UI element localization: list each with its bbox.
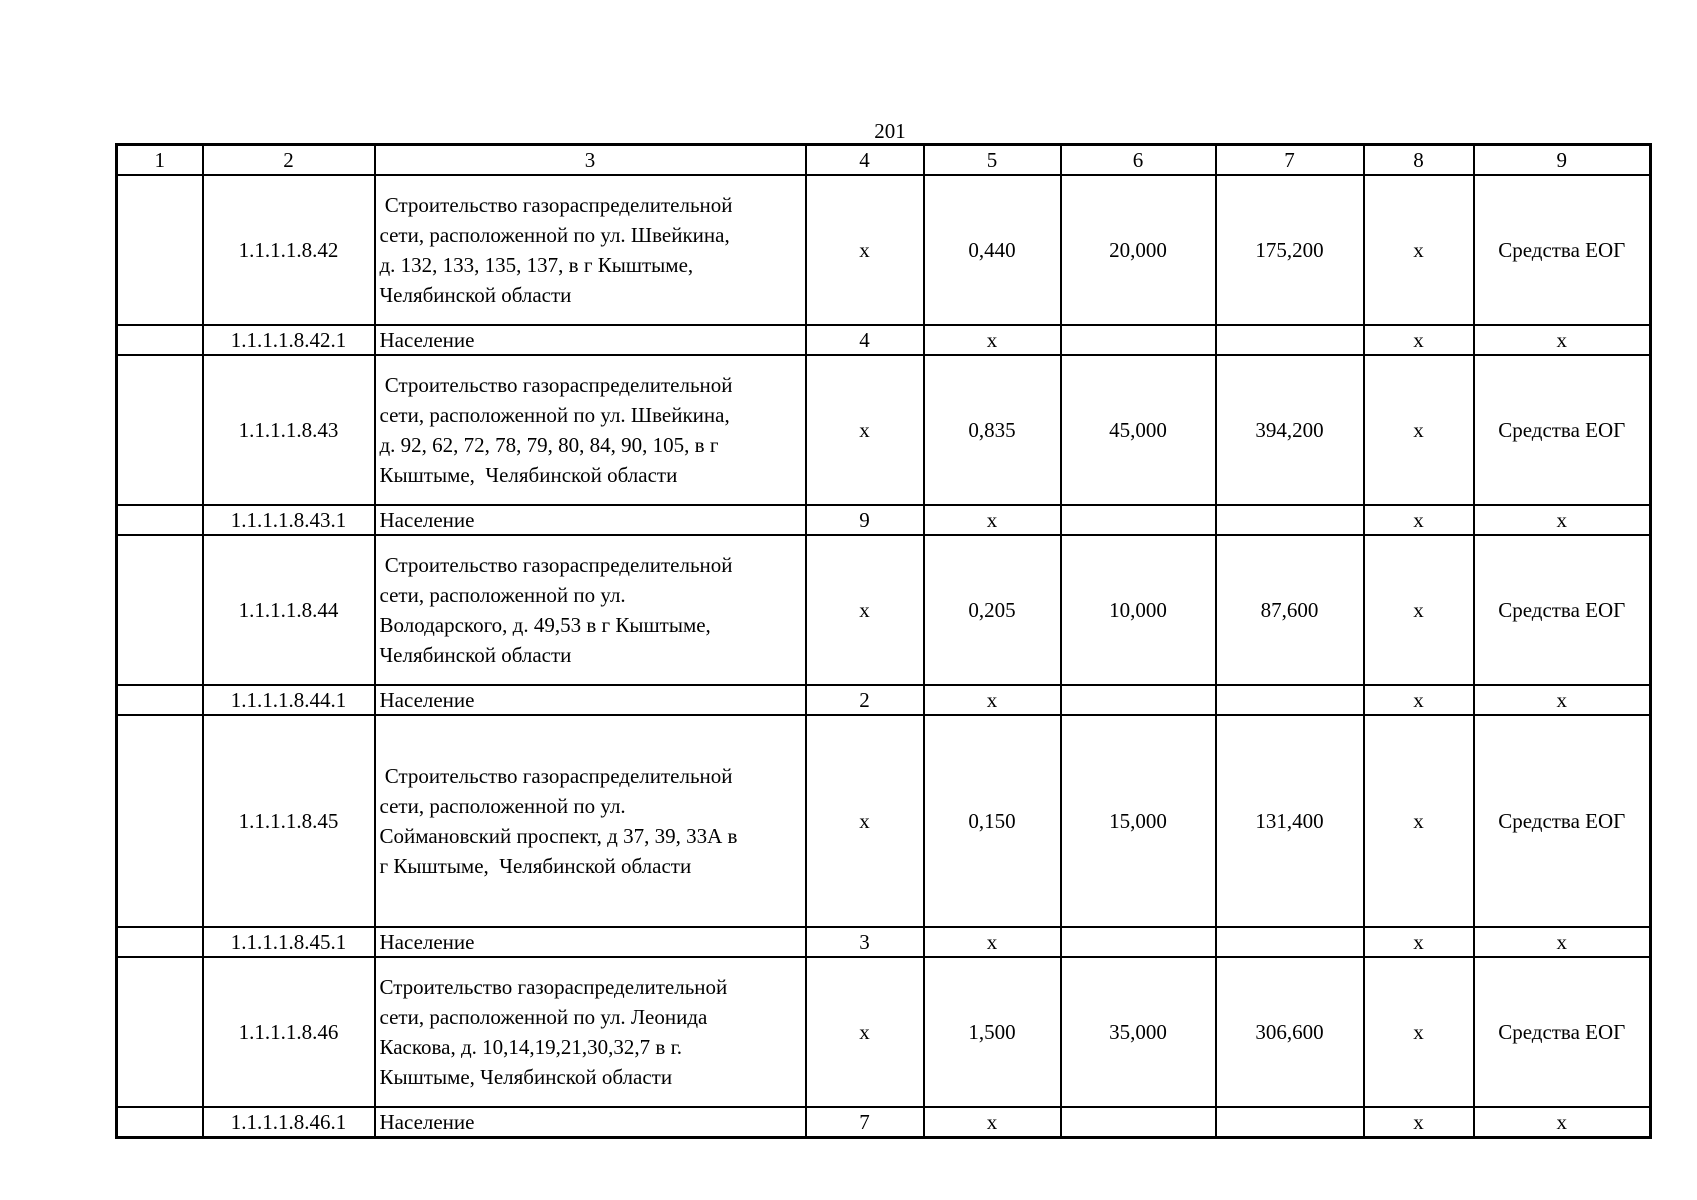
table-row — [117, 355, 1651, 505]
col8-cell: х — [1364, 715, 1474, 927]
col4-cell: 2 — [806, 685, 924, 715]
index-cell — [117, 175, 203, 325]
code-cell: 1.1.1.1.8.44.1 — [203, 685, 375, 715]
table-row — [117, 957, 1651, 1107]
table-row — [117, 175, 1651, 325]
funding-source-cell: х — [1474, 325, 1651, 355]
code-cell: 1.1.1.1.8.46 — [203, 957, 375, 1107]
col5-cell: х — [924, 685, 1061, 715]
col5-cell: х — [924, 1107, 1061, 1138]
index-cell — [117, 927, 203, 957]
header-cell: 8 — [1364, 145, 1474, 176]
code-cell: 1.1.1.1.8.46.1 — [203, 1107, 375, 1138]
sub-row — [117, 505, 1651, 535]
description-cell: Строительство газораспределительной сети, расположенной по ул. Швейкина, д. 92, 62, 72, 78, 79, 80, 84, 90, 105, в г Кыштыме, Челябинской области — [375, 355, 806, 505]
code-cell: 1.1.1.1.8.42 — [203, 175, 375, 325]
code-cell: 1.1.1.1.8.44 — [203, 535, 375, 685]
sub-row — [117, 927, 1651, 957]
col7-cell: 394,200 — [1216, 355, 1364, 505]
header-cell: 9 — [1474, 145, 1651, 176]
index-cell — [117, 1107, 203, 1138]
col8-cell: х — [1364, 505, 1474, 535]
col7-cell — [1216, 325, 1364, 355]
header-cell: 1 — [117, 145, 203, 176]
col6-cell — [1061, 505, 1216, 535]
col5-cell: 0,205 — [924, 535, 1061, 685]
description-cell: Строительство газораспределительной сети, расположенной по ул. Соймановский проспект, д 37, 39, 33А в г Кыштыме, Челябинской области — [375, 715, 806, 927]
col6-cell: 20,000 — [1061, 175, 1216, 325]
code-cell: 1.1.1.1.8.45.1 — [203, 927, 375, 957]
funding-source-cell: х — [1474, 927, 1651, 957]
col4-cell: х — [806, 355, 924, 505]
header-cell: 6 — [1061, 145, 1216, 176]
description-cell: Строительство газораспределительной сети, расположенной по ул. Володарского, д. 49,53 в г Кыштыме, Челябинской области — [375, 535, 806, 685]
col7-cell — [1216, 685, 1364, 715]
code-cell: 1.1.1.1.8.45 — [203, 715, 375, 927]
index-cell — [117, 715, 203, 927]
col8-cell: х — [1364, 325, 1474, 355]
col8-cell: х — [1364, 175, 1474, 325]
col8-cell: х — [1364, 535, 1474, 685]
header-cell: 3 — [375, 145, 806, 176]
col5-cell: х — [924, 927, 1061, 957]
col5-cell: 0,150 — [924, 715, 1061, 927]
col6-cell — [1061, 927, 1216, 957]
sub-row — [117, 325, 1651, 355]
col6-cell — [1061, 325, 1216, 355]
funding-source-cell: Средства ЕОГ — [1474, 355, 1651, 505]
description-cell: Население — [375, 325, 806, 355]
col8-cell: х — [1364, 1107, 1474, 1138]
col4-cell: х — [806, 535, 924, 685]
col7-cell — [1216, 1107, 1364, 1138]
header-cell: 5 — [924, 145, 1061, 176]
description-cell: Население — [375, 1107, 806, 1138]
col4-cell: х — [806, 957, 924, 1107]
page-number: 201 — [874, 119, 906, 143]
header-cell: 7 — [1216, 145, 1364, 176]
col5-cell: 1,500 — [924, 957, 1061, 1107]
table-row — [117, 535, 1651, 685]
index-cell — [117, 535, 203, 685]
index-cell — [117, 355, 203, 505]
header-cell: 2 — [203, 145, 375, 176]
col6-cell: 45,000 — [1061, 355, 1216, 505]
data-table — [115, 143, 1652, 1139]
code-cell: 1.1.1.1.8.42.1 — [203, 325, 375, 355]
col8-cell: х — [1364, 927, 1474, 957]
funding-source-cell: х — [1474, 685, 1651, 715]
description-cell: Население — [375, 505, 806, 535]
col6-cell: 10,000 — [1061, 535, 1216, 685]
col4-cell: 4 — [806, 325, 924, 355]
col7-cell: 175,200 — [1216, 175, 1364, 325]
col6-cell: 35,000 — [1061, 957, 1216, 1107]
description-cell: Население — [375, 927, 806, 957]
funding-source-cell: Средства ЕОГ — [1474, 957, 1651, 1107]
col8-cell: х — [1364, 685, 1474, 715]
description-cell: Строительство газораспределительной сети, расположенной по ул. Леонида Каскова, д. 10,14,19,21,30,32,7 в г. Кыштыме, Челябинской области — [375, 957, 806, 1107]
col7-cell: 131,400 — [1216, 715, 1364, 927]
col5-cell: 0,835 — [924, 355, 1061, 505]
col8-cell: х — [1364, 957, 1474, 1107]
index-cell — [117, 957, 203, 1107]
funding-source-cell: х — [1474, 1107, 1651, 1138]
sub-row — [117, 685, 1651, 715]
col7-cell — [1216, 505, 1364, 535]
col6-cell — [1061, 1107, 1216, 1138]
header-row — [117, 145, 1651, 176]
col6-cell — [1061, 685, 1216, 715]
description-cell: Население — [375, 685, 806, 715]
code-cell: 1.1.1.1.8.43.1 — [203, 505, 375, 535]
col5-cell: х — [924, 325, 1061, 355]
funding-source-cell: Средства ЕОГ — [1474, 535, 1651, 685]
col4-cell: х — [806, 715, 924, 927]
col4-cell: 3 — [806, 927, 924, 957]
col7-cell: 87,600 — [1216, 535, 1364, 685]
index-cell — [117, 505, 203, 535]
col8-cell: х — [1364, 355, 1474, 505]
col5-cell: 0,440 — [924, 175, 1061, 325]
funding-source-cell: Средства ЕОГ — [1474, 175, 1651, 325]
col7-cell: 306,600 — [1216, 957, 1364, 1107]
funding-source-cell: х — [1474, 505, 1651, 535]
col5-cell: х — [924, 505, 1061, 535]
col4-cell: 9 — [806, 505, 924, 535]
col7-cell — [1216, 927, 1364, 957]
sub-row — [117, 1107, 1651, 1138]
col4-cell: 7 — [806, 1107, 924, 1138]
index-cell — [117, 325, 203, 355]
code-cell: 1.1.1.1.8.43 — [203, 355, 375, 505]
description-cell: Строительство газораспределительной сети, расположенной по ул. Швейкина, д. 132, 133, 135, 137, в г Кыштыме, Челябинской области — [375, 175, 806, 325]
table-row — [117, 715, 1651, 927]
col4-cell: х — [806, 175, 924, 325]
index-cell — [117, 685, 203, 715]
col6-cell: 15,000 — [1061, 715, 1216, 927]
header-cell: 4 — [806, 145, 924, 176]
funding-source-cell: Средства ЕОГ — [1474, 715, 1651, 927]
